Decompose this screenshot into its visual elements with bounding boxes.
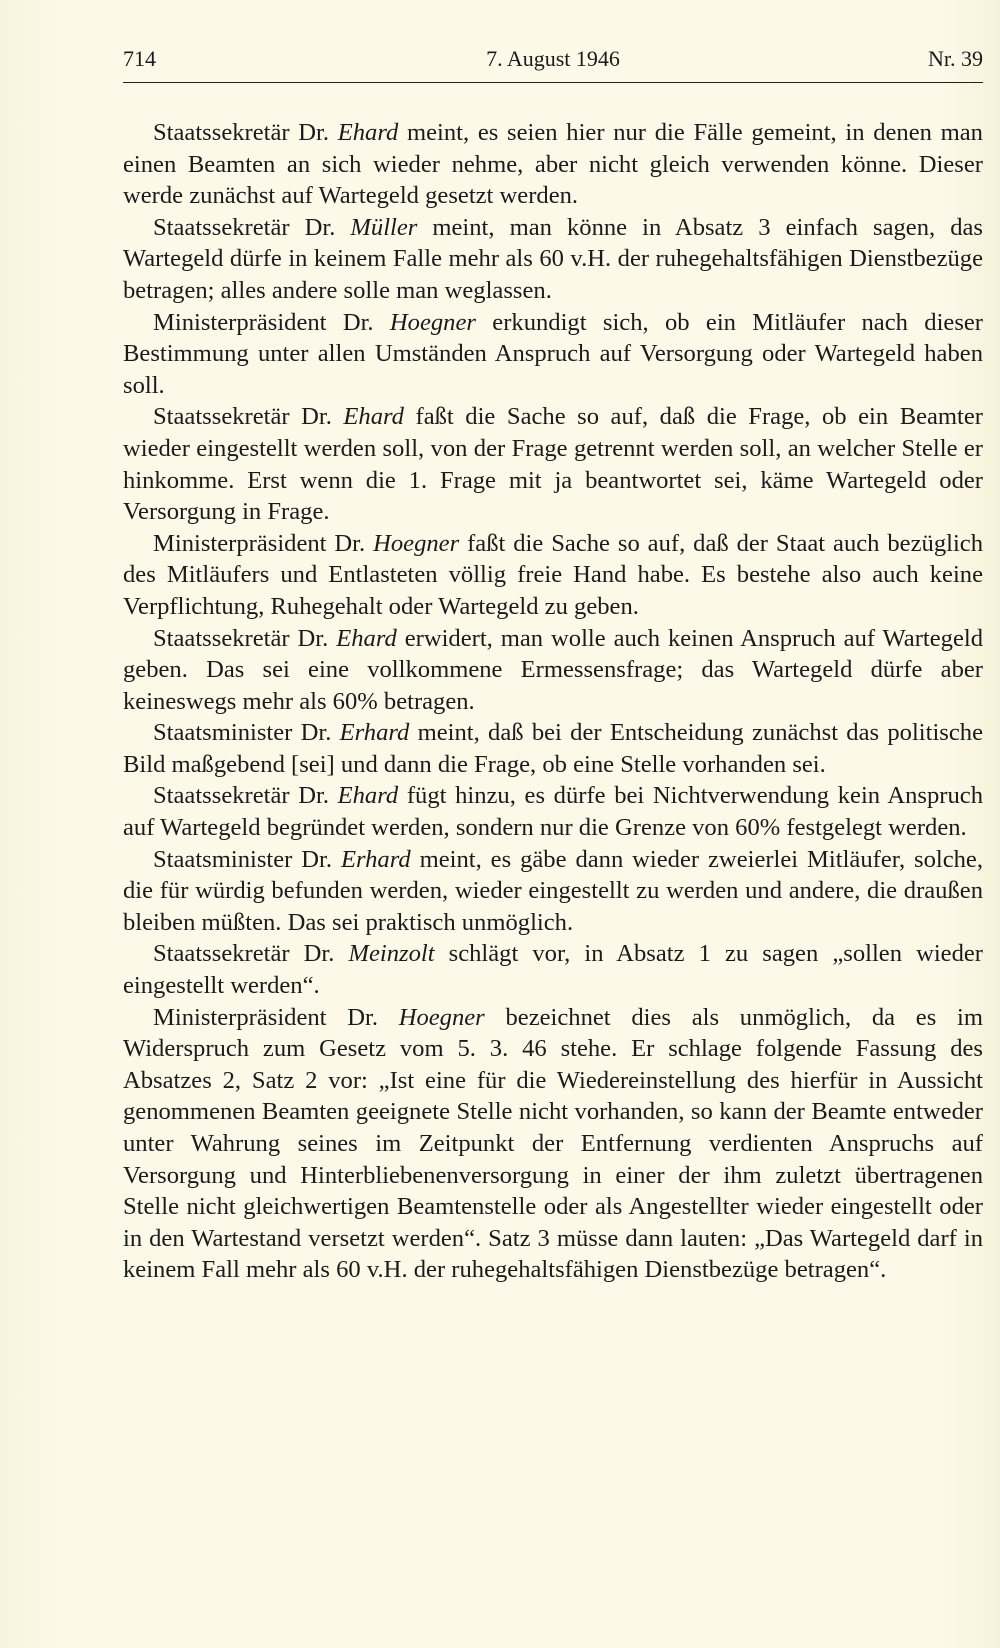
paragraph [123,401,983,527]
speaker-role: Staatssekretär Dr. [153,940,349,968]
speaker-role: Ministerpräsident Dr. [153,1003,399,1031]
speaker-name: Hoegner [398,1003,485,1031]
body-text [123,117,983,1286]
paragraph-text: fügt hinzu, es dürfe bei Nichtverwendung kein Anspruch auf Wartegeld begründet werden, sondern nur die Grenze von 60% festgelegt werden. [123,782,983,842]
speaker-name: Erhard [340,845,411,873]
speaker-name: Ehard [336,624,397,652]
paragraph [123,717,983,780]
speaker-role: Staatssekretär Dr. [153,782,338,810]
paragraph [123,117,983,212]
paragraph-text: erkundigt sich, ob ein Mitläufer nach dieser Bestimmung unter allen Umständen Anspruch auf Versorgung oder Wartegeld haben soll. [123,308,983,399]
paragraph-text: erwidert, man wolle auch keinen Anspruch auf Wartegeld geben. Das sei eine vollkommene Ermessensfrage; das Wartegeld dürfe aber keineswegs mehr als 60% betragen. [123,624,983,715]
paragraph-text: meint, daß bei der Entscheidung zunächst das politische Bild maßgebend [sei] und dann die Frage, ob eine Stelle vorhanden sei. [123,719,983,778]
speaker-role: Ministerpräsident Dr. [153,308,390,336]
speaker-name: Meinzolt [348,940,435,968]
speaker-role: Staatsminister Dr. [153,845,341,873]
speaker-role: Staatssekretär Dr. [153,119,338,146]
paragraph [123,623,983,718]
speaker-name: Hoegner [389,308,476,336]
paragraph-text: meint, es seien hier nur die Fälle gemeint, in denen man einen Beamten an sich wieder nehme, aber nicht gleich verwenden könne. Dieser werde zunächst auf Wartegeld gesetzt werden. [123,119,983,210]
speaker-role: Ministerpräsident Dr. [153,529,374,557]
paragraph-text: meint, man könne in Absatz 3 einfach sagen, das Wartegeld dürfe in keinem Falle mehr als 60 v.H. der ruhegehaltsfähigen Dienstbezüge betragen; alles andere solle man weglassen. [123,213,983,304]
speaker-name: Müller [350,213,418,241]
speaker-name: Ehard [337,782,399,810]
paragraph [123,1002,983,1286]
speaker-role: Staatssekretär Dr. [153,403,344,431]
speaker-role: Staatssekretär Dr. [153,624,337,652]
speaker-role: Staatssekretär Dr. [153,213,351,241]
speaker-name: Hoegner [373,529,460,557]
speaker-name: Ehard [343,403,404,431]
paragraph [123,212,983,307]
speaker-name: Ehard [337,119,399,146]
paragraph-text: faßt die Sache so auf, daß die Frage, ob ein Beamter wieder eingestellt werden soll, von der Frage getrennt werden soll, an welcher Stelle er hinkomme. Erst wenn die 1. Frage mit ja beantwortet sei, käme Wartegeld oder Versorgung in Frage. [123,403,983,526]
paragraph [123,307,983,402]
running-header [123,46,983,80]
paragraph [123,938,983,1001]
speaker-name: Erhard [339,719,410,747]
header-date: 7. August 1946 [486,46,620,71]
paragraph-text: faßt die Sache so auf, daß der Staat auch bezüglich des Mitläufers und Entlasteten völlig freie Hand habe. Es bestehe also auch keine Verpflichtung, Ruhegehalt oder Wartegeld zu geben. [123,529,983,620]
header-rule [123,82,983,83]
paragraph-text: meint, es gäbe dann wieder zweierlei Mitläufer, solche, die für würdig befunden werden, wieder eingestellt zu werden und andere, die draußen bleiben müßten. Das sei praktisch unmöglich. [123,845,983,936]
speaker-role: Staatsminister Dr. [153,719,340,747]
paragraph [123,780,983,843]
page-number: 714 [123,46,156,71]
paragraph [123,528,983,623]
paragraph-text: bezeichnet dies als unmöglich, da es im Widerspruch zum Gesetz vom 5. 3. 46 stehe. Er schlage folgende Fassung des Absatzes 2, Satz 2 vor: „Ist eine für die Wiedereinstellung des hierfür in Aussicht genommenen Beamten geeignete Stelle nicht vorhanden, so kann der Beamte entweder unter Wahrung seines im Zeitpunkt der Entfernung verdienten Anspruchs auf Versorgung und Hinterbliebenenversorgung in einer der ihm zuletzt übertragenen Stelle nicht gleichwertigen Beamtenstelle oder als Angestellter wieder eingestellt oder in den Wartestand versetzt werden“. Satz 3 müsse dann lauten: „Das Wartegeld darf in keinem Fall mehr als 60 v.H. der ruhegehaltsfähigen Dienstbezüge betragen“. [123,1003,983,1284]
paragraph-text: schlägt vor, in Absatz 1 zu sagen „sollen wieder eingestellt werden“. [123,940,983,1000]
issue-number: Nr. 39 [928,46,983,71]
paragraph [123,844,983,939]
